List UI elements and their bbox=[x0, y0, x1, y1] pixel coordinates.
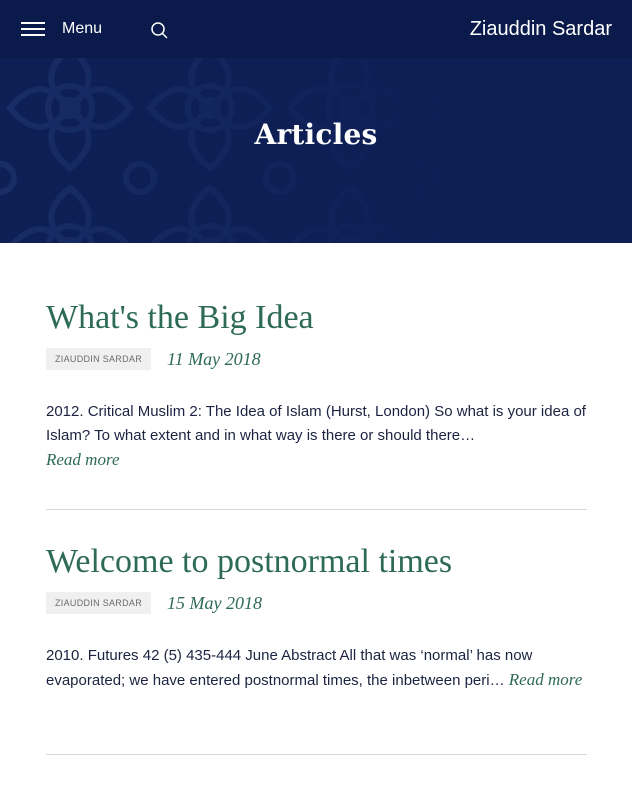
search-icon[interactable] bbox=[150, 21, 170, 41]
excerpt-text: 2012. Critical Muslim 2: The Idea of Islam (Hurst, London) So what is your idea of Islam? To what extent and in what way is there or should there… bbox=[46, 403, 586, 444]
excerpt-text: 2010. Futures 42 (5) 435-444 June Abstract All that was ‘normal’ has now evaporated; we have entered postnormal times, the inbetween peri… bbox=[46, 647, 533, 689]
article-title-link[interactable]: Welcome to postnormal times bbox=[46, 543, 453, 580]
author-badge[interactable]: ZIAUDDIN SARDAR bbox=[46, 592, 151, 614]
hamburger-icon bbox=[21, 22, 45, 36]
read-more-link[interactable]: Read more bbox=[46, 450, 120, 469]
article-date: 11 May 2018 bbox=[167, 348, 261, 369]
article-item bbox=[46, 542, 587, 693]
menu-label: Menu bbox=[62, 20, 103, 37]
article-meta bbox=[46, 348, 587, 370]
article-meta bbox=[46, 592, 587, 614]
top-navigation-bar bbox=[0, 0, 632, 58]
author-badge[interactable]: ZIAUDDIN SARDAR bbox=[46, 348, 151, 370]
read-more-link[interactable]: Read more bbox=[508, 670, 583, 689]
site-title-link[interactable]: Ziauddin Sardar bbox=[469, 18, 612, 40]
article-item bbox=[46, 298, 587, 473]
page-hero-banner bbox=[0, 58, 632, 243]
menu-button[interactable] bbox=[21, 19, 102, 39]
article-title-link[interactable]: What's the Big Idea bbox=[46, 299, 314, 336]
article-excerpt bbox=[46, 400, 587, 473]
article-date: 15 May 2018 bbox=[167, 592, 262, 613]
article-excerpt bbox=[46, 644, 587, 693]
page-title: Articles bbox=[254, 118, 378, 151]
divider bbox=[46, 754, 587, 755]
divider bbox=[46, 509, 587, 510]
